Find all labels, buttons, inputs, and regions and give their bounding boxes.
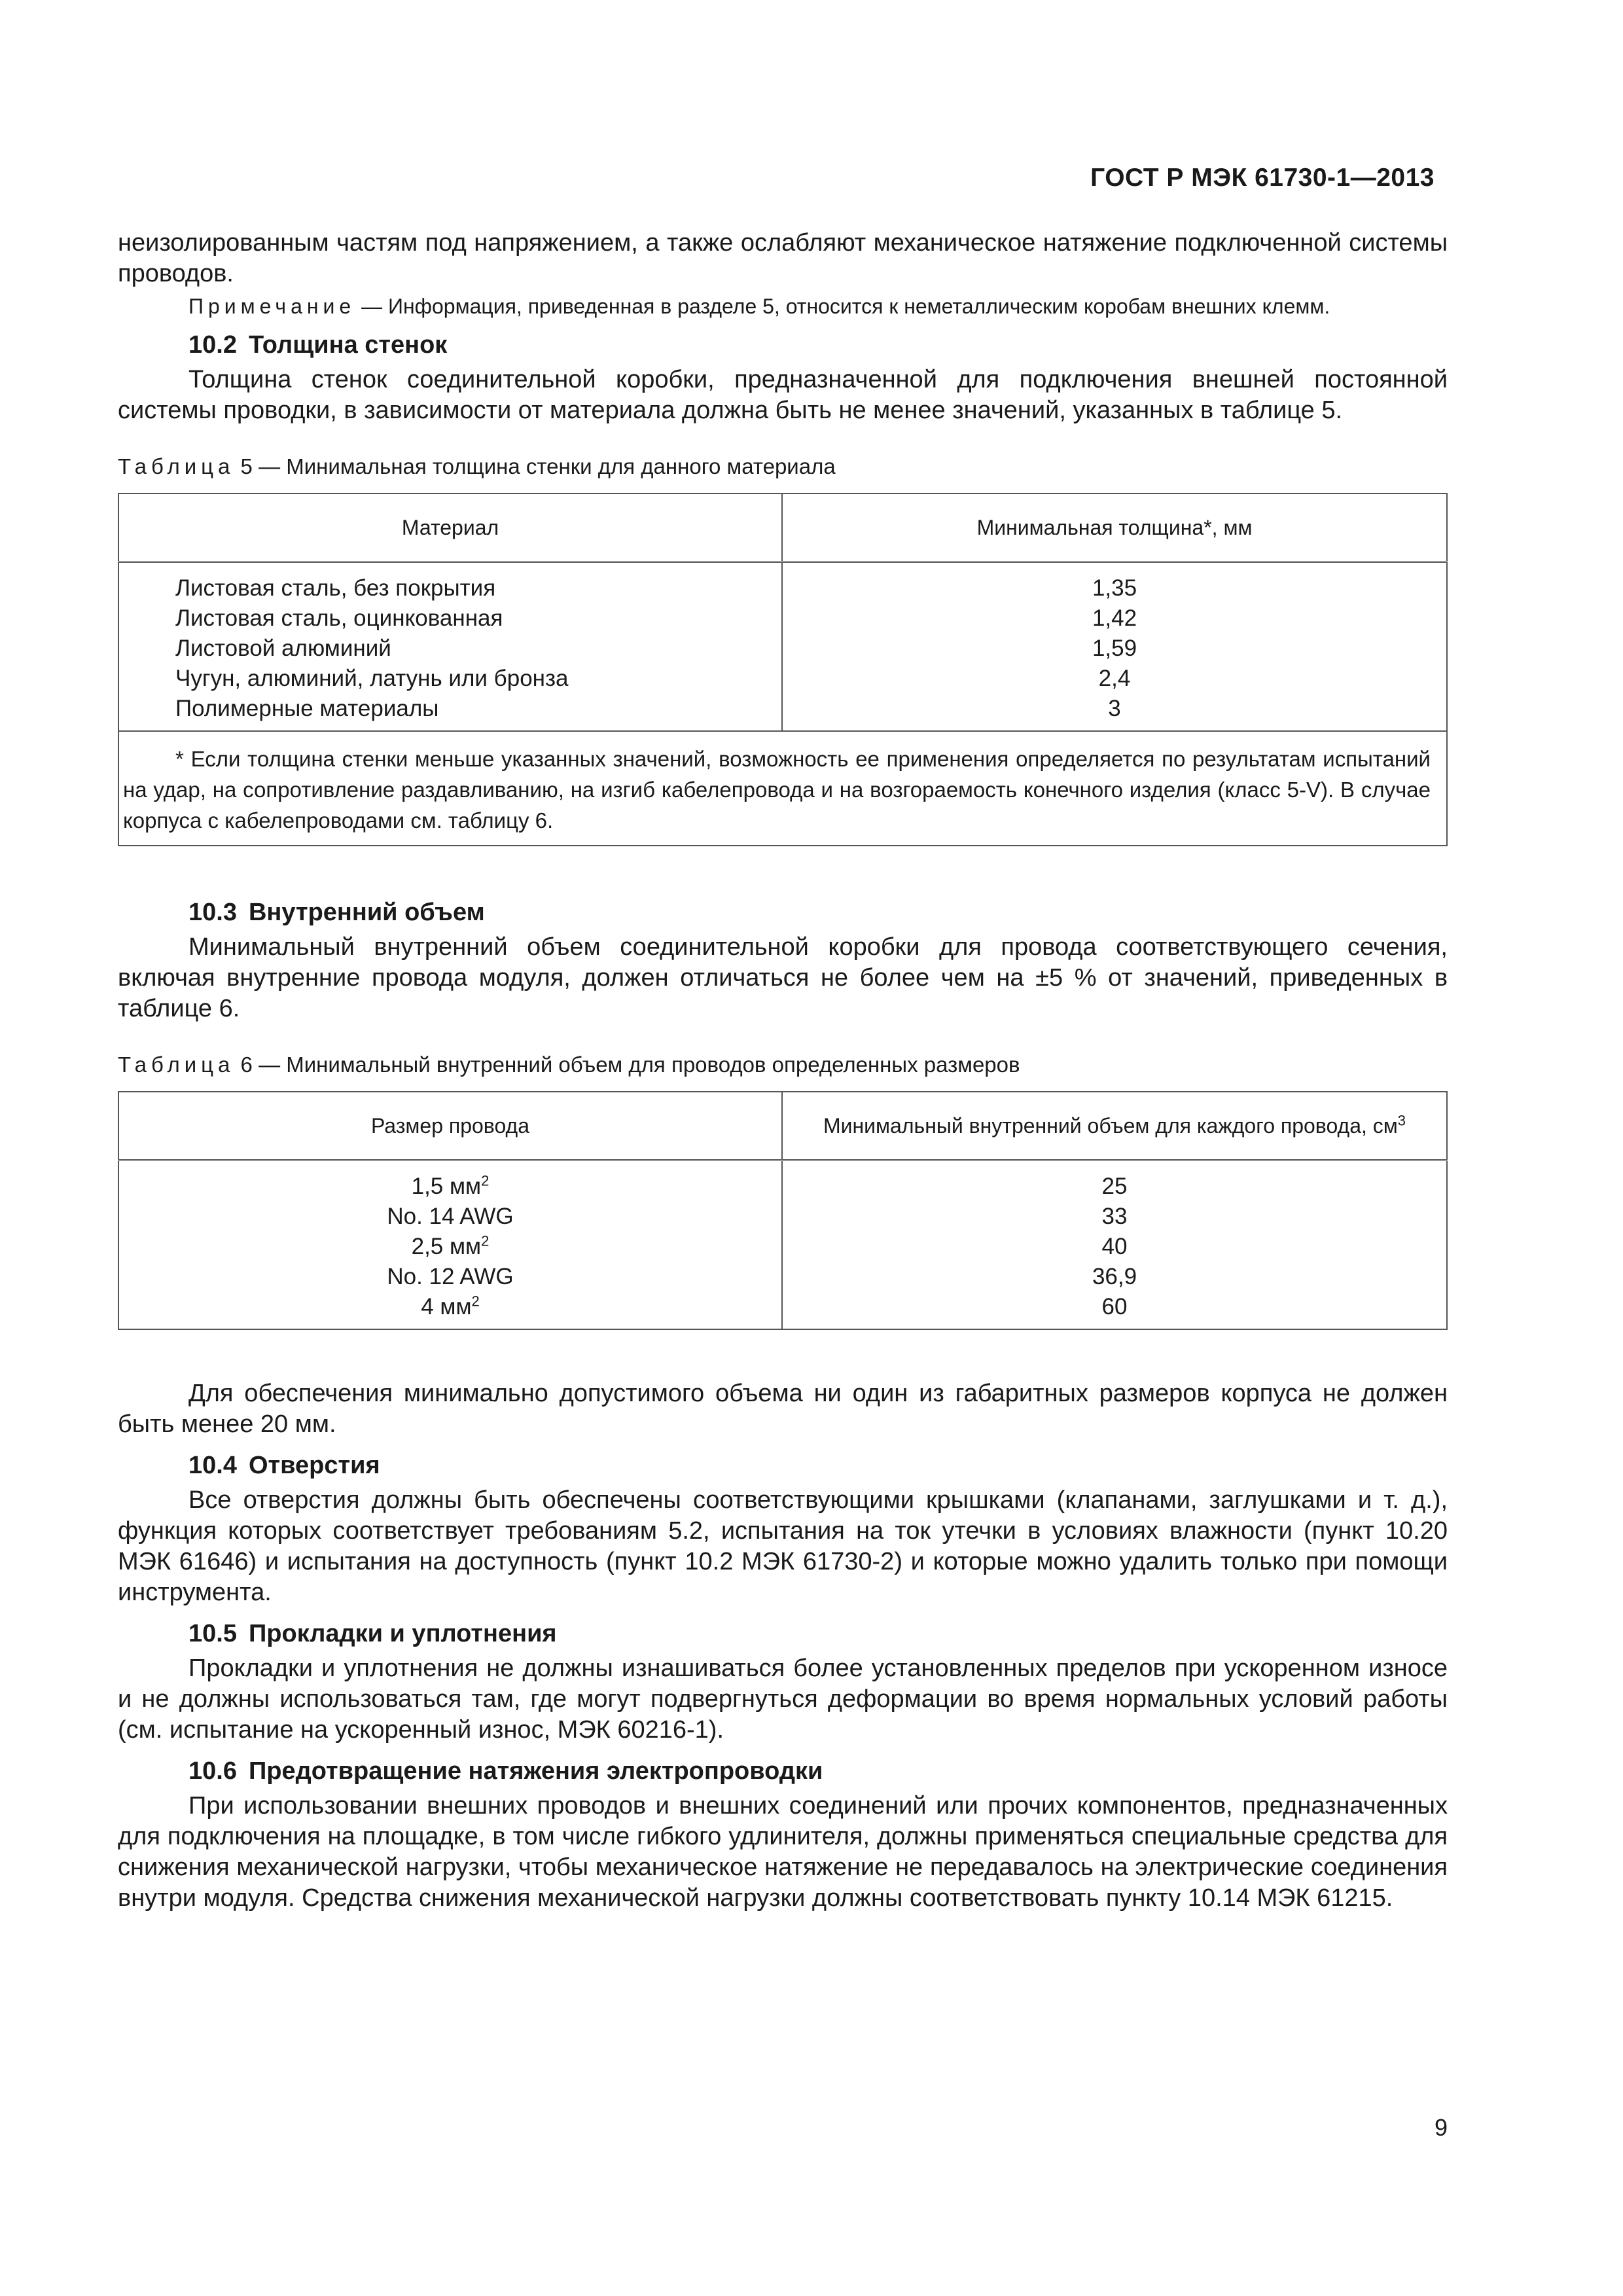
table-cell	[120, 1292, 781, 1322]
section-text-10-2: Толщина стенок соединительной коробки, предназначенной для подключения внешней постоянной системы проводки, в зависимости от материала должна быть не менее значений, указанных в таблице 5.	[118, 366, 1448, 424]
caption-label: Таблица	[118, 454, 235, 478]
section-heading-10-2	[118, 330, 1448, 361]
table-cell: 33	[1101, 1204, 1128, 1229]
table-header-row	[118, 493, 1447, 562]
section-heading-10-3	[118, 897, 1448, 928]
column-header-thickness: Минимальная толщина*, мм	[782, 493, 1447, 562]
thickness-column	[782, 562, 1447, 732]
table-cell: Полимерные материалы	[175, 696, 439, 721]
table-cell: 1,42	[1092, 605, 1137, 631]
table-cell: 2,4	[1098, 666, 1131, 691]
superscript: 3	[1397, 1111, 1406, 1128]
document-body	[118, 228, 1448, 1914]
table-cell: 36,9	[1092, 1264, 1137, 1289]
section-number: 10.4	[188, 1452, 237, 1479]
table-footnote-row	[118, 731, 1447, 846]
caption-label: Таблица	[118, 1052, 235, 1077]
cell-text: 4 мм	[421, 1294, 472, 1319]
column-header-material: Материал	[118, 493, 782, 562]
section-title: Предотвращение натяжения электропроводки	[248, 1757, 823, 1785]
table-cell: Листовая сталь, оцинкованная	[175, 605, 503, 631]
table-cell	[120, 1172, 781, 1202]
column-header-volume	[782, 1092, 1447, 1160]
superscript: 2	[481, 1232, 490, 1249]
section-text-10-5: Прокладки и уплотнения не должны изнашиваться более установленных пределов при ускоренном износе и не должны использоваться там, где могут подвергнуться деформации во время нормальных условий работы (см. испытание на ускоренный износ, МЭК 60216-1).	[118, 1655, 1448, 1744]
header-text: Минимальный внутренний объем для каждого провода, см	[823, 1113, 1398, 1138]
note-label: Примечание	[188, 295, 356, 318]
section-number: 10.5	[188, 1620, 237, 1647]
table-cell: 60	[1101, 1294, 1128, 1319]
table-cell: 25	[1101, 1174, 1128, 1199]
material-column	[118, 562, 782, 732]
caption-text: 6 — Минимальный внутренний объем для проводов определенных размеров	[234, 1052, 1020, 1077]
note-text: — Информация, приведенная в разделе 5, относится к неметаллическим коробам внешних клемм.	[355, 295, 1330, 318]
volume-column	[782, 1160, 1447, 1330]
note-paragraph	[118, 293, 1448, 319]
table-body-row	[118, 562, 1447, 732]
section-title: Внутренний объем	[248, 899, 485, 926]
section-title: Отверстия	[248, 1452, 380, 1479]
table-cell: Листовая сталь, без покрытия	[175, 575, 496, 601]
table-body-row	[118, 1160, 1447, 1330]
section-number: 10.6	[188, 1757, 237, 1785]
section-number: 10.3	[188, 899, 237, 926]
section-title: Прокладки и уплотнения	[248, 1620, 557, 1647]
column-header-wire-size: Размер провода	[118, 1092, 782, 1160]
section-text-10-3: Минимальный внутренний объем соединительной коробки для провода соответствующего сечения, включая внутренние провода модуля, должен отличаться не более чем на ±5 % от значений, приведенных в таблице 6.	[118, 933, 1448, 1022]
table-cell: 1,59	[1092, 636, 1137, 661]
table-cell	[120, 1202, 781, 1232]
table-cell: 1,35	[1092, 575, 1137, 601]
cell-text: No. 12 AWG	[387, 1264, 514, 1289]
section-heading-10-5	[118, 1619, 1448, 1649]
wire-size-column	[118, 1160, 782, 1330]
table-cell	[120, 1232, 781, 1262]
section-heading-10-4	[118, 1450, 1448, 1481]
table-cell: Листовой алюминий	[175, 636, 391, 661]
section-text-10-4: Все отверстия должны быть обеспечены соответствующими крышками (клапанами, заглушками и т. д.), функция которых соответствует требованиям 5.2, испытания на ток утечки в условиях влажности (пункт 10.20 МЭК 61646) и испытания на доступность (пункт 10.2 МЭК 61730-2) и которые можно удалить только при помощи инструмента.	[118, 1486, 1448, 1606]
table-cell: Чугун, алюминий, латунь или бронза	[175, 666, 569, 691]
caption-text: 5 — Минимальная толщина стенки для данного материала	[234, 454, 836, 478]
table-5-caption	[118, 454, 1448, 480]
cell-text: 1,5 мм	[411, 1174, 482, 1199]
table-6-caption	[118, 1052, 1448, 1078]
section-text-10-6: При использовании внешних проводов и внешних соединений или прочих компонентов, предназначенных для подключения на площадке, в том числе гибкого удлинителя, должны применяться специальные средства для снижения механической нагрузки, чтобы механическое натяжение не передавалось на электрические соединения внутри модуля. Средства снижения механической нагрузки должны соответствовать пункту 10.14 МЭК 61215.	[118, 1792, 1448, 1912]
table-5	[118, 493, 1448, 846]
intro-paragraph: неизолированным частям под напряжением, а также ослабляют механическое натяжение подключенной системы проводов.	[118, 229, 1448, 287]
superscript: 2	[471, 1293, 480, 1310]
section-number: 10.2	[188, 331, 237, 359]
table-5-footnote: * Если толщина стенки меньше указанных значений, возможность ее применения определяется по результатам испытаний на удар, на сопротивление раздавливанию, на изгиб кабелепровода и на возгораемость конечного изделия (класс 5-V). В случае корпуса с кабелепроводами см. таблицу 6.	[118, 731, 1447, 846]
document-header: ГОСТ Р МЭК 61730-1—2013	[1090, 164, 1435, 192]
superscript: 2	[481, 1172, 490, 1189]
cell-text: No. 14 AWG	[387, 1204, 514, 1229]
table-cell: 3	[1108, 696, 1121, 721]
section-heading-10-6	[118, 1756, 1448, 1787]
table-cell: 40	[1101, 1234, 1128, 1259]
page-number: 9	[1434, 2114, 1448, 2141]
table-6	[118, 1091, 1448, 1330]
paragraph-after-table-6: Для обеспечения минимально допустимого объема ни один из габаритных размеров корпуса не должен быть менее 20 мм.	[118, 1380, 1448, 1438]
table-header-row	[118, 1092, 1447, 1160]
table-cell	[120, 1262, 781, 1292]
cell-text: 2,5 мм	[411, 1234, 482, 1259]
section-title: Толщина стенок	[248, 331, 448, 359]
